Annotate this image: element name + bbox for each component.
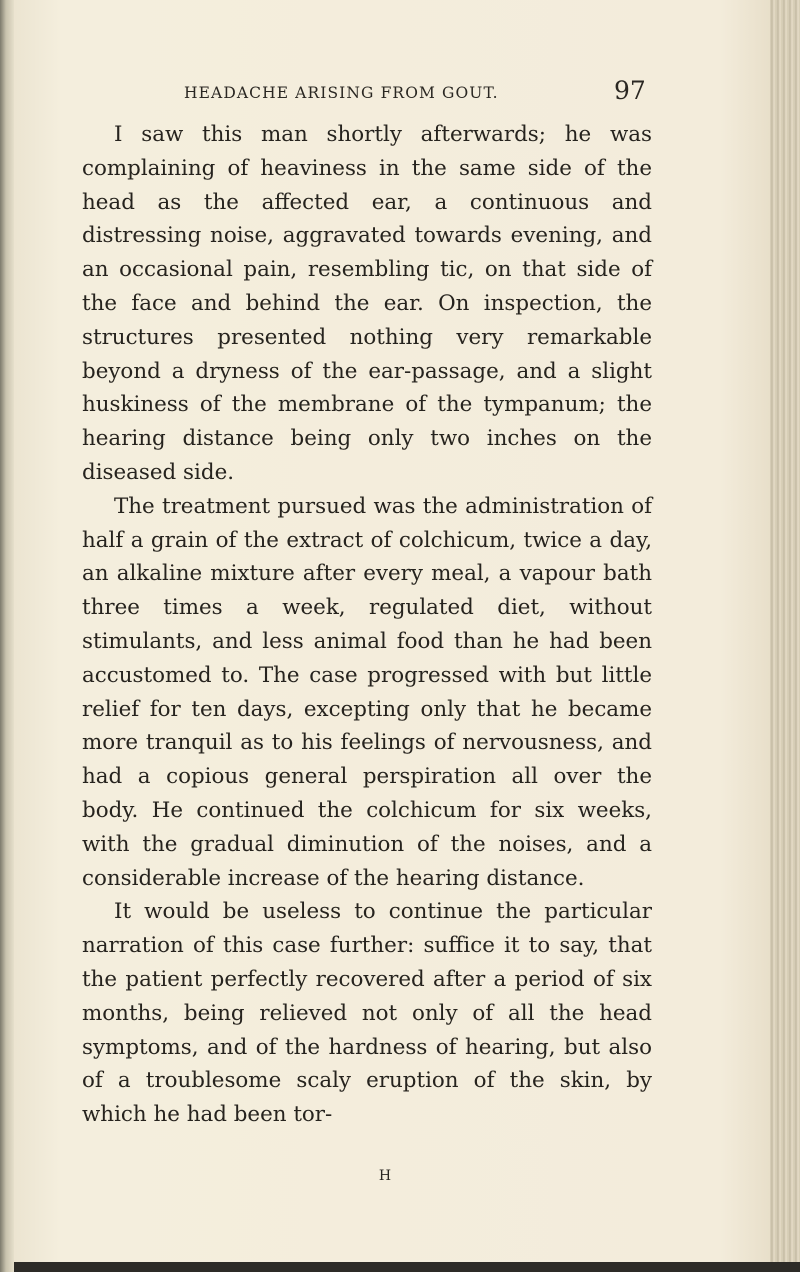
body-text (82, 118, 652, 1132)
signature-mark: H (378, 1168, 392, 1184)
paragraph: The treatment pursued was the administration of half a grain of the extract of colchicum, twice a day, an alkaline mixture after every meal, a vapour bath three times a week, regulated diet, without stimulants, and less animal food than he had been accustomed to. The case progressed with but little relief for ten days, excepting only that he became more tranquil as to his feelings of nervousness, and had a copious general perspiration all over the body. He continued the colchicum for six weeks, with the gradual diminution of the noises, and a considerable increase of the hearing distance. (82, 493, 652, 891)
paragraph: It would be useless to continue the particular narration of this case further: suffice it to say, that the patient perfectly recovered after a period of six months, being relieved not only of all the head symptoms, and of the hardness of hearing, but also of a troublesome scaly eruption of the skin, by which he had been tor- (82, 899, 652, 1128)
page-number: 97 (614, 76, 646, 105)
running-head: HEADACHE ARISING FROM GOUT. (184, 84, 499, 102)
page-bottom-edge (14, 1262, 800, 1272)
page-gutter-shadow (0, 0, 14, 1272)
page-header (184, 76, 646, 112)
page-stack-edge (770, 0, 800, 1272)
paragraph: I saw this man shortly afterwards; he was complaining of heaviness in the same side of the head as the affected ear, a continuous and distressing noise, aggravated towards evening, and an occasional pain, resembling tic, on that side of the face and behind the ear. On inspection, the structures presented nothing very remarkable beyond a dryness of the ear-passage, and a slight huskiness of the membrane of the tympanum; the hearing distance being only two inches on the diseased side. (82, 122, 652, 485)
